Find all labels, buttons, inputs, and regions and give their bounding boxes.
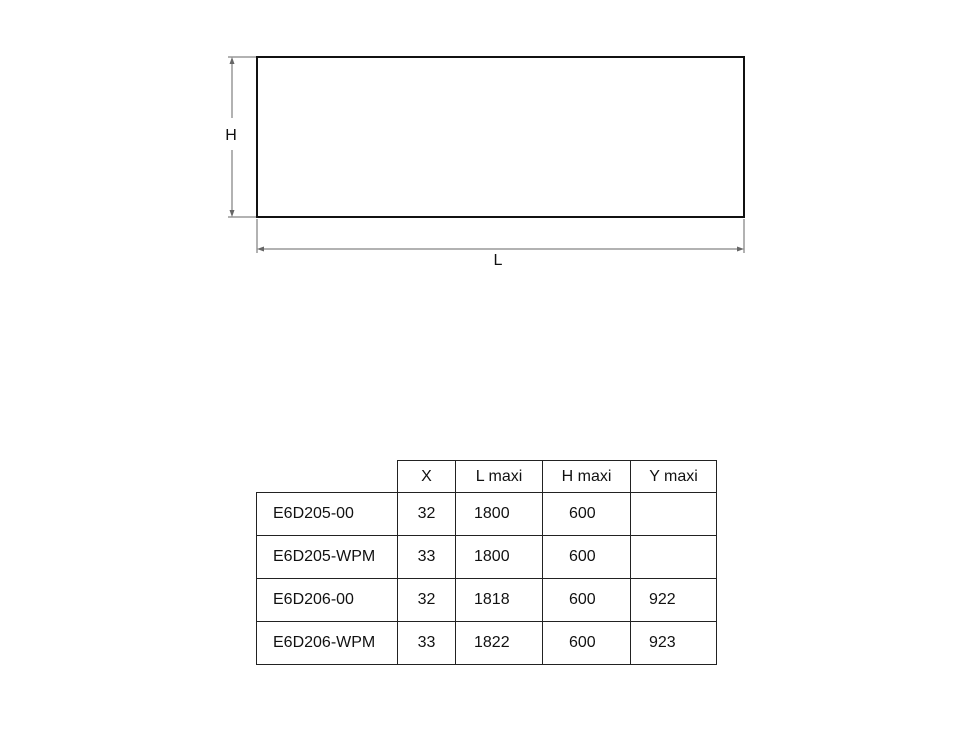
header-y-maxi: Y maxi <box>631 461 717 493</box>
l-maxi-cell: 1822 <box>456 622 543 665</box>
x-cell: 32 <box>398 493 456 536</box>
y-maxi-cell: 923 <box>631 622 717 665</box>
y-maxi-cell: 922 <box>631 579 717 622</box>
height-label: H <box>225 127 237 144</box>
l-maxi-cell: 1818 <box>456 579 543 622</box>
x-cell: 33 <box>398 622 456 665</box>
header-l-maxi: L maxi <box>456 461 543 493</box>
h-maxi-cell: 600 <box>543 536 631 579</box>
table-row <box>257 622 717 665</box>
header-x: X <box>398 461 456 493</box>
h-maxi-cell: 600 <box>543 579 631 622</box>
header-h-maxi: H maxi <box>543 461 631 493</box>
length-dimension <box>257 219 744 253</box>
panel-outline <box>257 57 744 217</box>
length-label: L <box>493 252 503 269</box>
model-cell: E6D205-00 <box>257 493 398 536</box>
x-cell: 32 <box>398 579 456 622</box>
y-maxi-cell <box>631 536 717 579</box>
y-maxi-cell <box>631 493 717 536</box>
table-row <box>257 579 717 622</box>
header-blank <box>257 461 398 493</box>
model-cell: E6D206-00 <box>257 579 398 622</box>
model-cell: E6D206-WPM <box>257 622 398 665</box>
model-cell: E6D205-WPM <box>257 536 398 579</box>
h-maxi-cell: 600 <box>543 622 631 665</box>
x-cell: 33 <box>398 536 456 579</box>
table-row <box>257 493 717 536</box>
table-header-row <box>257 461 717 493</box>
dimensions-table <box>256 460 717 665</box>
table-row <box>257 536 717 579</box>
h-maxi-cell: 600 <box>543 493 631 536</box>
l-maxi-cell: 1800 <box>456 493 543 536</box>
l-maxi-cell: 1800 <box>456 536 543 579</box>
